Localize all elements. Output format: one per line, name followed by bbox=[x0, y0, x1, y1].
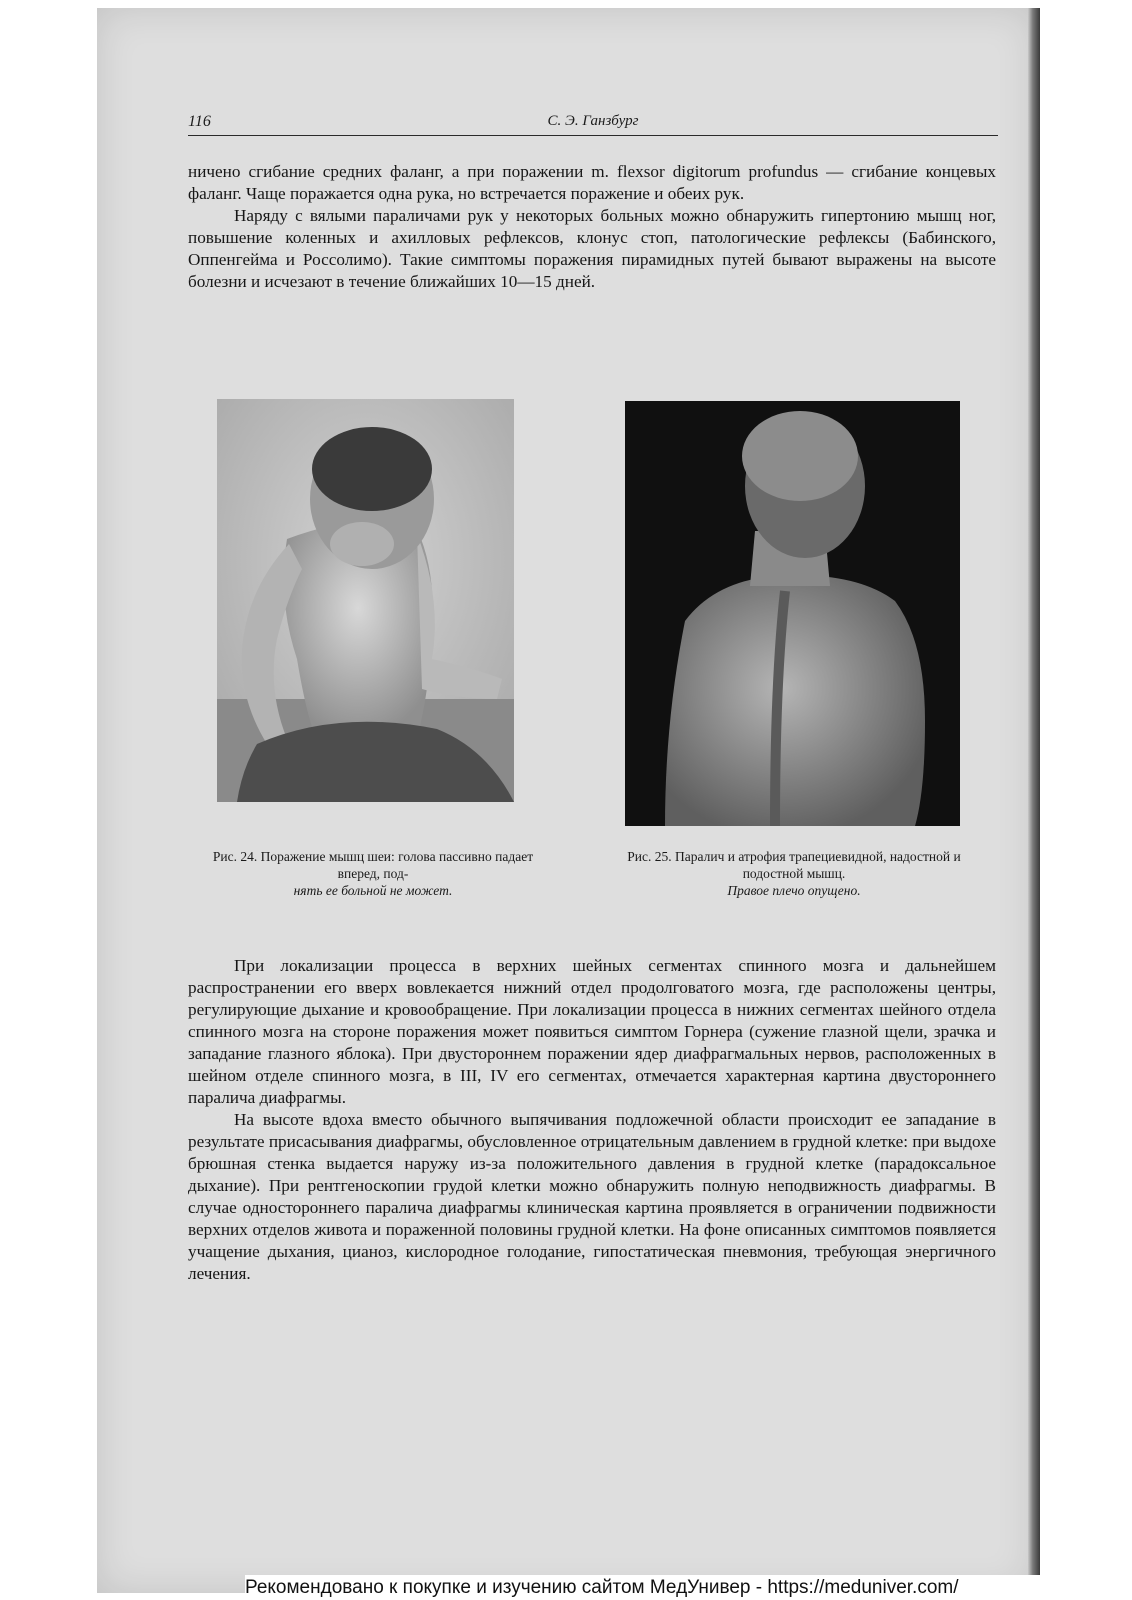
figure-25-caption bbox=[620, 848, 968, 899]
page-header bbox=[188, 113, 998, 136]
paragraph: Наряду с вялыми параличами рук у некоторых больных можно обнаружить гипертонию мышц ног, повышение коленных и ахилловых рефлексов, клонус стоп, патологические рефлексы (Бабинского, Оппенгейма и Россолимо). Такие симптомы поражения пирамидных путей бывают выражены на высоте болезни и исчезают в течение ближайших 10—15 дней. bbox=[188, 206, 996, 291]
paragraph: ничено сгибание средних фаланг, а при поражении m. flexsor digitorum profundus — сгибание концевых фаланг. Чаще поражается одна рука, но встречается поражение и обеих рук. bbox=[188, 162, 996, 203]
page-edge-shadow bbox=[1028, 8, 1040, 1593]
caption-text: Рис. 24. Поражение мышц шеи: голова пассивно падает вперед, под- bbox=[212, 849, 534, 881]
text-block-bottom bbox=[188, 955, 996, 1285]
footer-watermark: Рекомендовано к покупке и изучению сайтом МедУнивер - https://meduniver.com/ bbox=[245, 1575, 1132, 1600]
caption-italic: нять ее больной не может. bbox=[293, 883, 453, 898]
paragraph: На высоте вдоха вместо обычного выпячивания подложечной области происходит ее западание в результате присасывания диафрагмы, обусловленное отрицательным давлением в грудной клетке: при выдохе брюшная стенка выдается наружу из-за положительного давления в грудной клетке (парадоксальное дыхание). При рентгеноскопии грудой клетки можно обнаружить полную неподвижность диафрагмы. В случае одностороннего паралича диафрагмы клиническая картина проявляется в ограничении подвижности верхних отделов живота и пораженной половины грудной клетки. На фоне описанных симптомов появляется учащение дыхания, цианоз, кислородное голодание, гипостатическая пневмония, требующая энергичного лечения. bbox=[188, 1110, 996, 1283]
figure-24-photo bbox=[217, 399, 514, 802]
paragraph: При локализации процесса в верхних шейных сегментах спинного мозга и дальнейшем распространении его вверх вовлекается нижний отдел продолговатого мозга, где расположены центры, регулирующие дыхание и кровообращение. При локализации процесса в нижних сегментах шейного отдела спинного мозга на стороне поражения может появиться симптом Горнера (сужение глазной щели, зрачка и западание глазного яблока). При двустороннем поражении ядер диафрагмальных нервов, расположенных в шейном отделе спинного мозга, в III, IV его сегментах, отмечается характерная картина двустороннего паралича диафрагмы. bbox=[188, 956, 997, 1107]
caption-italic: Правое плечо опущено. bbox=[727, 883, 861, 898]
text-block-top bbox=[188, 161, 996, 293]
page-number: 116 bbox=[188, 113, 211, 130]
figure-25-photo bbox=[625, 401, 960, 826]
caption-text: Рис. 25. Паралич и атрофия трапециевидной, надостной и подостной мышц. bbox=[627, 849, 961, 881]
running-head: С. Э. Ганзбург bbox=[547, 113, 639, 129]
figure-24-caption bbox=[212, 848, 534, 899]
